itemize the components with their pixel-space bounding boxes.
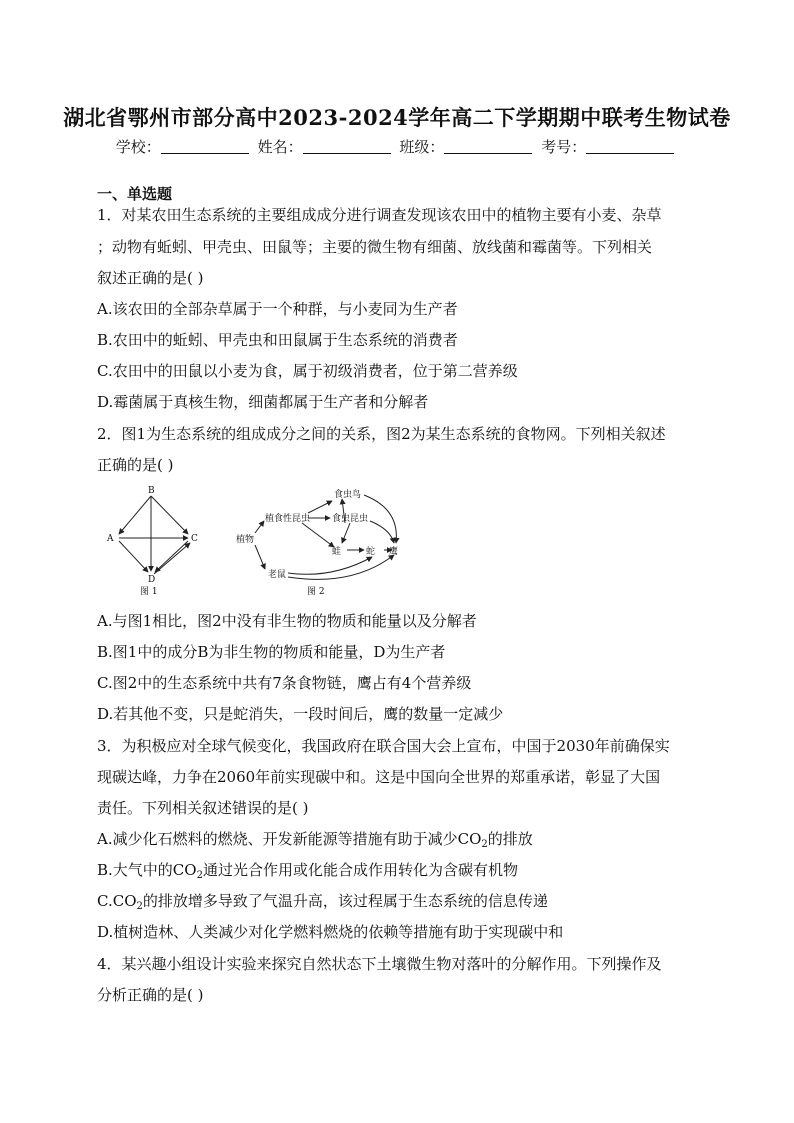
fig1-caption: 图 1 bbox=[140, 587, 158, 597]
fig1-node-d: D bbox=[148, 575, 156, 585]
q1-option-a: A.该农田的全部杂草属于一个种群，与小麦同为生产者 bbox=[97, 300, 458, 318]
fig2-caption: 图 2 bbox=[307, 587, 325, 597]
q3-option-b-sub: 2 bbox=[196, 870, 203, 881]
q3-option-c-tail: 的排放增多导致了气温升高，该过程属于生态系统的信息传递 bbox=[142, 892, 548, 910]
q2-figures bbox=[102, 483, 402, 601]
q3-option-c bbox=[97, 891, 548, 917]
q3-stem-line: 现碳达峰，力争在2060年前实现碳中和。这是中国向全世界的郑重承诺，彰显了大国 bbox=[97, 768, 661, 786]
q3-option-c-sub: 2 bbox=[136, 901, 143, 912]
q3-option-a bbox=[97, 829, 533, 855]
arrow-insecteater-to-hawk bbox=[370, 521, 394, 543]
fig1-node-b: B bbox=[148, 486, 155, 496]
arrow-insecteater-to-frog bbox=[342, 523, 350, 543]
arrow-d-to-c bbox=[154, 543, 190, 574]
arrow-a-to-d bbox=[119, 541, 148, 572]
q3-option-b-text: B.大气中的CO bbox=[97, 861, 197, 879]
school-blank bbox=[161, 139, 249, 154]
arrow-mouse-to-hawk bbox=[288, 555, 394, 579]
q3-option-c-text: C.CO bbox=[97, 892, 137, 910]
q3-option-b-tail: 通过光合作用或化能合成作用转化为含碳有机物 bbox=[202, 861, 518, 879]
q3-option-a-sub: 2 bbox=[481, 839, 488, 850]
section-heading: 一、单选题 bbox=[97, 185, 173, 203]
q2-option-d: D.若其他不变，只是蛇消失，一段时间后，鹰的数量一定减少 bbox=[97, 705, 504, 723]
q1-option-c: C.农田中的田鼠以小麦为食，属于初级消费者，位于第二营养级 bbox=[97, 362, 518, 380]
q3-option-b bbox=[97, 860, 518, 886]
arrow-b-to-a bbox=[119, 496, 151, 534]
q3-option-d: D.植树造林、人类减少对化学燃料燃烧的依赖等措施有助于实现碳中和 bbox=[97, 923, 564, 941]
arrow-plant-to-mouse bbox=[255, 545, 265, 569]
q2-stem-line: 正确的是( ) bbox=[97, 456, 174, 474]
fig2-node-plant: 植物 bbox=[236, 535, 255, 545]
q2-option-b: B.图1中的成分B为非生物的物质和能量，D为生产者 bbox=[97, 643, 446, 661]
fig2-node-frog: 蛙 bbox=[332, 547, 342, 557]
fig2-node-insectivorous-insect: 食虫昆虫 bbox=[332, 514, 369, 524]
figure-1-diagram bbox=[119, 496, 190, 574]
q3-option-a-tail: 的排放 bbox=[487, 830, 533, 848]
school-label: 学校： bbox=[115, 138, 161, 156]
q4-stem-line: 4．某兴趣小组设计实验来探究自然状态下土壤微生物对落叶的分解作用。下列操作及 bbox=[97, 955, 662, 973]
fig1-node-a: A bbox=[107, 534, 114, 544]
arrow-herb-to-bird bbox=[308, 501, 332, 513]
q3-option-a-text: A.减少化石燃料的燃烧、开发新能源等措施有助于减少CO bbox=[97, 830, 482, 848]
student-info-line bbox=[0, 136, 794, 157]
exam-number-label: 考号： bbox=[541, 138, 587, 156]
q1-stem-line: ；动物有蚯蚓、甲壳虫、田鼠等；主要的微生物有细菌、放线菌和霉菌等。下列相关 bbox=[97, 238, 653, 256]
class-blank bbox=[444, 139, 532, 154]
arrow-b-to-c bbox=[151, 496, 188, 534]
q1-option-b: B.农田中的蚯蚓、甲壳虫和田鼠属于生态系统的消费者 bbox=[97, 331, 458, 349]
arrow-mouse-to-snake bbox=[288, 557, 372, 574]
page-title: 湖北省鄂州市部分高中2023-2024学年高二下学期期中联考生物试卷 bbox=[63, 105, 731, 130]
q1-stem-line: 1．对某农田生态系统的主要组成成分进行调查发现该农田中的植物主要有小麦、杂草 bbox=[97, 206, 662, 224]
q1-option-d: D.霉菌属于真核生物，细菌都属于生产者和分解者 bbox=[97, 393, 429, 411]
q3-stem-line: 3．为积极应对全球气候变化，我国政府在联合国大会上宣布，中国于2030年前确保实 bbox=[97, 737, 670, 755]
q4-stem-line: 分析正确的是( ) bbox=[97, 986, 204, 1004]
q1-stem-line: 叙述正确的是( ) bbox=[97, 269, 204, 287]
fig2-node-snake: 蛇 bbox=[366, 547, 376, 557]
class-label: 班级： bbox=[399, 138, 445, 156]
arrow-plant-to-herb-insect bbox=[255, 521, 264, 533]
name-blank bbox=[303, 139, 391, 154]
fig1-node-c: C bbox=[191, 534, 198, 544]
figure-2-food-web bbox=[255, 495, 399, 579]
q2-option-c: C.图2中的生态系统中共有7条食物链，鹰占有4个营养级 bbox=[97, 674, 472, 692]
fig2-node-insectivorous-bird: 食虫鸟 bbox=[334, 490, 362, 500]
arrow-bird-to-hawk bbox=[364, 495, 396, 543]
arrow-herb-to-frog bbox=[302, 523, 334, 547]
name-label: 姓名： bbox=[257, 138, 303, 156]
fig2-node-herbivorous-insect: 植食性昆虫 bbox=[265, 514, 311, 524]
fig2-node-hawk: 鹰 bbox=[389, 547, 399, 557]
arrow-c-to-d bbox=[155, 541, 188, 572]
fig2-node-mouse: 老鼠 bbox=[268, 570, 287, 580]
q3-stem-line: 责任。下列相关叙述错误的是( ) bbox=[97, 799, 309, 817]
q2-option-a: A.与图1相比，图2中没有非生物的物质和能量以及分解者 bbox=[97, 612, 477, 630]
exam-number-blank bbox=[586, 139, 674, 154]
q2-stem-line: 2．图1为生态系统的组成成分之间的关系，图2为某生态系统的食物网。下列相关叙述 bbox=[97, 425, 666, 443]
